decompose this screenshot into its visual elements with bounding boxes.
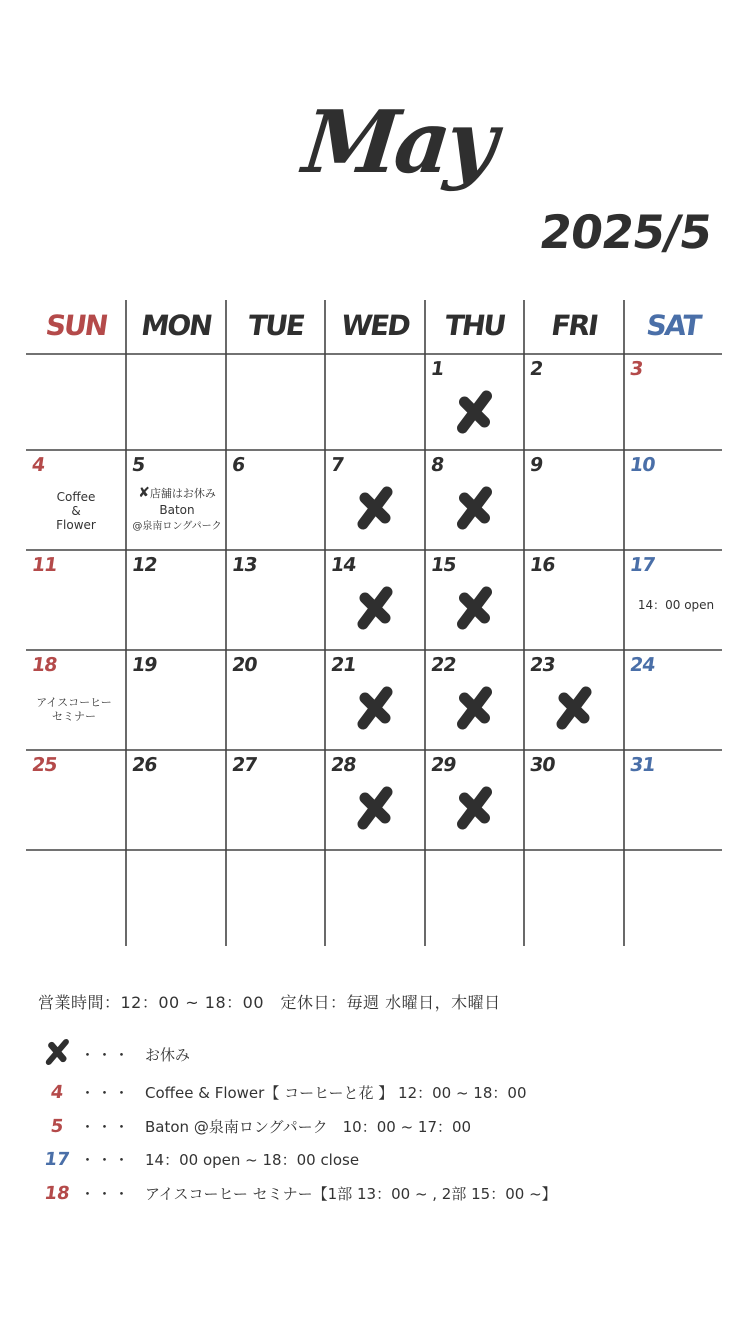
closed-x-icon xyxy=(363,692,387,724)
note-day-4: Coffee & Flower xyxy=(56,490,96,532)
day-20: 20 xyxy=(230,654,258,676)
day-12: 12 xyxy=(130,554,158,576)
day-17: 17 xyxy=(628,554,656,576)
closed-x-icon xyxy=(463,492,487,524)
closed-x-icon xyxy=(463,396,487,428)
closed-x-icon xyxy=(463,592,487,624)
day-15: 15 xyxy=(429,554,457,576)
day-10: 10 xyxy=(628,454,656,476)
year-month-label: 2025/5 xyxy=(536,205,715,259)
legend-day-4: 4 ・・・ Coffee & Flower【 コーヒーと花 】 12：00 ~ 18：00 xyxy=(49,1081,527,1103)
day-31: 31 xyxy=(628,754,656,776)
day-30: 30 xyxy=(528,754,556,776)
day-7: 7 xyxy=(329,454,345,476)
business-hours: 営業時間：12：00 ~ 18：00 定休日：毎週 水曜日，木曜日 xyxy=(38,993,501,1012)
day-23: 23 xyxy=(528,654,556,676)
day-13: 13 xyxy=(230,554,258,576)
weekday-wed: WED xyxy=(339,309,412,342)
note-day-17: 14：00 open xyxy=(637,598,715,612)
day-8: 8 xyxy=(429,454,445,476)
day-4: 4 xyxy=(30,454,46,476)
closed-x-icon xyxy=(363,492,387,524)
legend-day-5: 5 ・・・ Baton @泉南ロングパーク 10：00 ~ 17：00 xyxy=(49,1115,472,1137)
day-3: 3 xyxy=(628,358,644,380)
day-5: 5 xyxy=(130,454,146,476)
day-2: 2 xyxy=(528,358,544,380)
closed-x-icon xyxy=(562,692,586,724)
closed-x-icon xyxy=(363,592,387,624)
day-18: 18 xyxy=(30,654,58,676)
closed-x-icon xyxy=(463,792,487,824)
closed-x-icon xyxy=(363,792,387,824)
weekday-fri: FRI xyxy=(549,309,599,342)
day-24: 24 xyxy=(628,654,656,676)
day-29: 29 xyxy=(429,754,457,776)
legend-day-17: 17 ・・・ 14：00 open ~ 18：00 close xyxy=(42,1148,360,1170)
day-26: 26 xyxy=(130,754,158,776)
weekday-mon: MON xyxy=(139,309,213,342)
day-22: 22 xyxy=(429,654,457,676)
note-day-18: アイスコーヒー セミナー xyxy=(36,696,112,723)
day-14: 14 xyxy=(329,554,357,576)
month-title: May xyxy=(298,92,499,193)
weekday-sun: SUN xyxy=(43,309,109,342)
closed-x-icon: ✘ xyxy=(138,485,150,501)
day-9: 9 xyxy=(528,454,544,476)
note-day-5: ✘店舗はお休み Baton @泉南ロングパーク xyxy=(132,485,222,532)
day-6: 6 xyxy=(230,454,246,476)
day-25: 25 xyxy=(30,754,58,776)
day-11: 11 xyxy=(30,554,58,576)
weekday-sat: SAT xyxy=(644,309,702,342)
closed-x-icon xyxy=(463,692,487,724)
legend-day-18: 18 ・・・ アイスコーヒー セミナー【1部 13：00 ~ , 2部 15：00 ~】 xyxy=(42,1182,557,1204)
day-27: 27 xyxy=(230,754,258,776)
weekday-tue: TUE xyxy=(245,309,306,342)
legend-closed: ・・・ お休み xyxy=(44,1042,190,1066)
day-16: 16 xyxy=(528,554,556,576)
day-1: 1 xyxy=(429,358,445,380)
closed-x-icon xyxy=(42,1038,73,1071)
weekday-thu: THU xyxy=(442,309,507,342)
day-28: 28 xyxy=(329,754,357,776)
day-21: 21 xyxy=(329,654,357,676)
day-19: 19 xyxy=(130,654,158,676)
